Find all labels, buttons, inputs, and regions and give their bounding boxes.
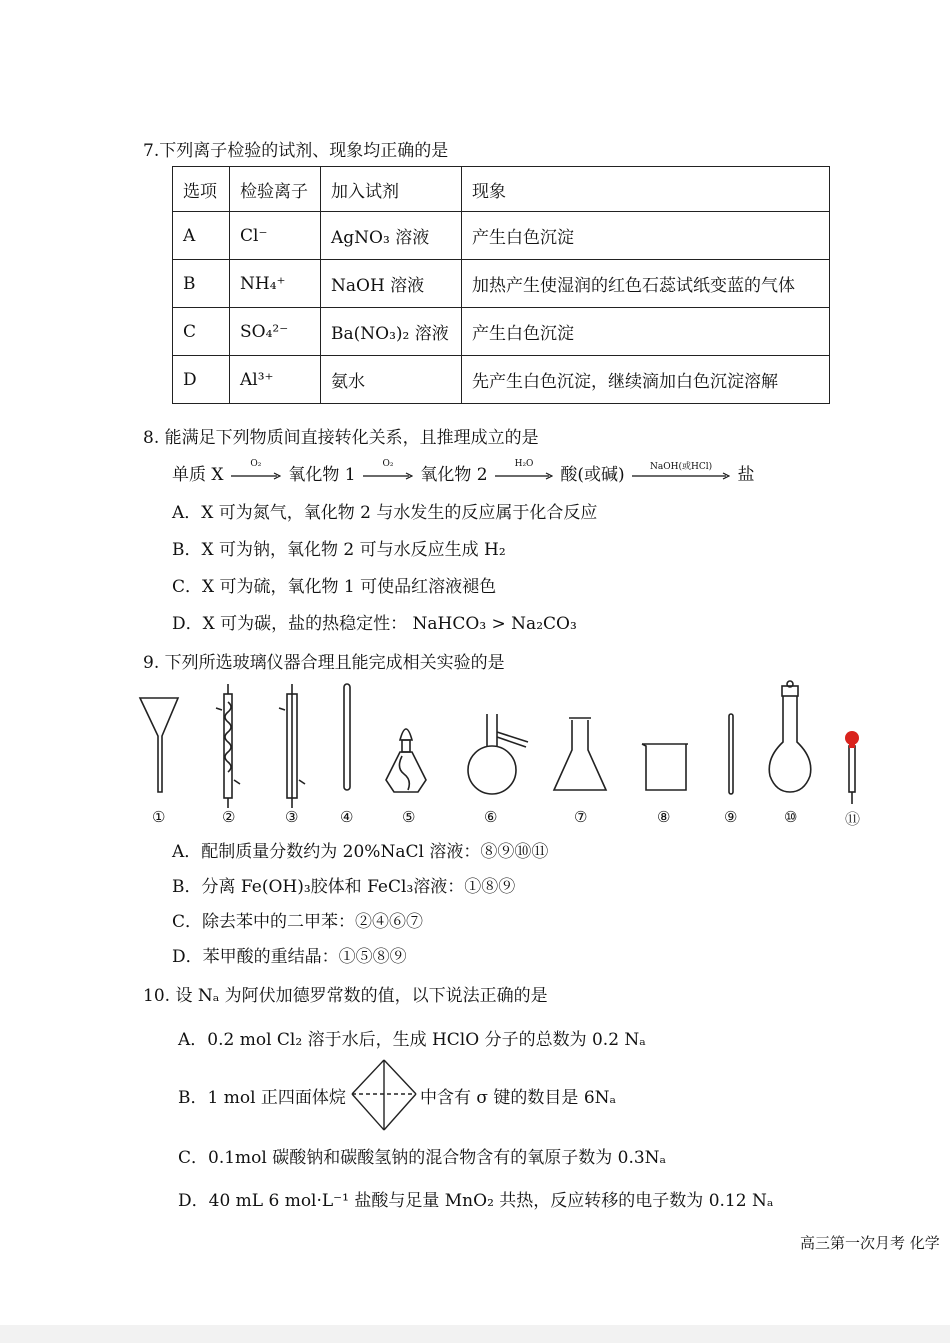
row-phenomenon: 先产生白色沉淀，继续滴加白色沉淀溶解 (462, 356, 830, 404)
row-reagent: Ba(NO₃)₂ 溶液 (321, 308, 462, 356)
glassware-illustration (0, 680, 950, 810)
glassware-label: ⑨ (724, 808, 738, 826)
reaction-arrow (632, 461, 730, 480)
q8-option-b: B．X 可为钠，氧化物 2 可与水反应生成 H₂ (172, 540, 506, 560)
row-ion: Al³⁺ (230, 356, 321, 404)
glassware-label: ② (222, 808, 236, 826)
glassware-label: ⑦ (574, 808, 588, 826)
q10-option-c: C．0.1mol 碳酸钠和碳酸氢钠的混合物含有的氧原子数为 0.3Nₐ (178, 1148, 667, 1168)
row-ion: Cl⁻ (230, 212, 321, 260)
glassware-label: ③ (285, 808, 299, 826)
q9-option-d: D．苯甲酸的重结晶：①⑤⑧⑨ (172, 947, 407, 967)
row-ion: SO₄²⁻ (230, 308, 321, 356)
table-row (173, 212, 830, 260)
arrow-label: H₂O (514, 458, 534, 469)
glassware-label: ⑩ (784, 808, 798, 826)
q8-option-c: C．X 可为硫，氧化物 1 可使品红溶液褪色 (172, 577, 497, 597)
row-option: C (173, 308, 230, 356)
row-phenomenon: 产生白色沉淀 (462, 308, 830, 356)
alcohol-lamp-icon (386, 729, 426, 792)
table-row (173, 308, 830, 356)
reaction-arrow (363, 458, 413, 480)
glassware-label: ⑧ (657, 808, 671, 826)
page-footer: 高三第一次月考 化学 (800, 1234, 940, 1252)
row-phenomenon: 加热产生使湿润的红色石蕊试纸变蓝的气体 (462, 260, 830, 308)
q10-option-b-prefix: B．1 mol 正四面体烷 (178, 1088, 346, 1108)
reaction-arrow (495, 458, 553, 480)
q9-title: 9. 下列所选玻璃仪器合理且能完成相关实验的是 (143, 653, 505, 673)
tetrahedrane-structure-icon (350, 1058, 420, 1132)
q10-option-a: A．0.2 mol Cl₂ 溶于水后，生成 HClO 分子的总数为 0.2 Nₐ (178, 1030, 646, 1050)
erlenmeyer-flask-icon (554, 718, 606, 790)
arrow-icon (495, 472, 553, 480)
header-phenomenon: 现象 (462, 167, 830, 212)
glassware-label: ⑪ (845, 810, 861, 828)
row-phenomenon: 产生白色沉淀 (462, 212, 830, 260)
q10-title: 10. 设 Nₐ 为阿伏加德罗常数的值，以下说法正确的是 (143, 986, 548, 1006)
dropper-icon (849, 746, 855, 804)
chain-substance: 氧化物 2 (420, 465, 488, 485)
arrow-label: NaOH(或HCl) (650, 461, 713, 472)
funnel-icon (140, 698, 178, 792)
row-reagent: AgNO₃ 溶液 (321, 212, 462, 260)
q9-option-b: B．分离 Fe(OH)₃胶体和 FeCl₃溶液：①⑧⑨ (172, 877, 516, 897)
glassware-label: ① (152, 808, 166, 826)
straight-condenser-icon (279, 684, 305, 808)
table-header-row (173, 167, 830, 212)
q10-option-d: D．40 mL 6 mol·L⁻¹ 盐酸与足量 MnO₂ 共热，反应转移的电子数为 0.12 Nₐ (178, 1191, 774, 1211)
bulb-condenser-icon (216, 684, 240, 808)
chain-substance: 氧化物 1 (288, 465, 356, 485)
chain-substance: 盐 (737, 465, 755, 485)
row-reagent: 氨水 (321, 356, 462, 404)
row-ion: NH₄⁺ (230, 260, 321, 308)
glassware-label: ④ (340, 808, 354, 826)
beaker-icon (642, 744, 688, 790)
q7-title: 7.下列离子检验的试剂、现象均正确的是 (143, 141, 449, 161)
row-option: D (173, 356, 230, 404)
header-reagent: 加入试剂 (321, 167, 462, 212)
arrow-label: O₂ (250, 458, 262, 469)
volumetric-flask-icon (769, 681, 811, 792)
q9-option-c: C．除去苯中的二甲苯：②④⑥⑦ (172, 912, 424, 932)
glass-rod-icon (729, 714, 733, 794)
glassware-label: ⑥ (484, 808, 498, 826)
arrow-icon (632, 472, 730, 480)
q8-title: 8. 能满足下列物质间直接转化关系，且推理成立的是 (143, 428, 539, 448)
q7-table (172, 166, 830, 404)
arrow-label: O₂ (382, 458, 394, 469)
row-option: B (173, 260, 230, 308)
row-reagent: NaOH 溶液 (321, 260, 462, 308)
reaction-arrow (231, 458, 281, 480)
q10-option-b-suffix: 中含有 σ 键的数目是 6Nₐ (420, 1088, 617, 1108)
thermometer-icon (344, 684, 350, 790)
page-bottom-edge (0, 1325, 950, 1343)
distilling-flask-icon (468, 714, 528, 794)
glassware-label: ⑤ (402, 808, 416, 826)
header-option: 选项 (173, 167, 230, 212)
q8-option-d: D．X 可为碳，盐的热稳定性： NaHCO₃ > Na₂CO₃ (172, 614, 577, 634)
chain-substance: 酸(或碱) (560, 465, 625, 485)
table-row (173, 260, 830, 308)
arrow-icon (231, 472, 281, 480)
chain-substance: 单质 X (172, 465, 224, 485)
header-ion: 检验离子 (230, 167, 321, 212)
conversion-chain (172, 460, 755, 485)
table-row (173, 356, 830, 404)
q8-option-a: A．X 可为氮气，氧化物 2 与水发生的反应属于化合反应 (172, 503, 598, 523)
arrow-icon (363, 472, 413, 480)
row-option: A (173, 212, 230, 260)
q9-option-a: A．配制质量分数约为 20%NaCl 溶液：⑧⑨⑩⑪ (172, 842, 549, 862)
